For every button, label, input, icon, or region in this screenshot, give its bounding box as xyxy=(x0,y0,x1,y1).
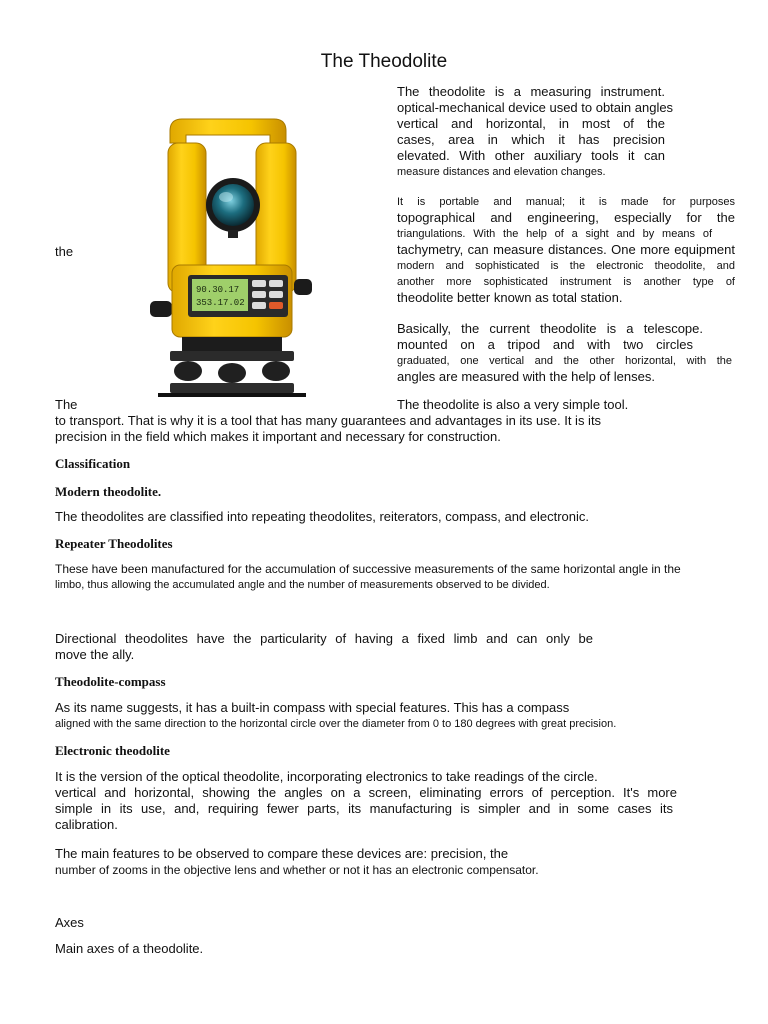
text-line: Basically, the current theodolite is a telescope. xyxy=(397,321,703,336)
text-line: number of zooms in the objective lens and whether or not it has an electronic compensator. xyxy=(55,863,539,877)
paragraph-repeater xyxy=(55,561,681,593)
text-line: vertical and horizontal, showing the angles on a screen, eliminating errors of perception. It's more xyxy=(55,785,677,800)
paragraph-modern: The theodolites are classified into repeating theodolites, reiterators, compass, and electronic. xyxy=(55,509,590,524)
lcd-line-2: 353.17.02 xyxy=(196,298,245,308)
lcd-line-1: 90.30.17 xyxy=(196,285,240,295)
heading-theodolite-compass: Theodolite-compass xyxy=(55,674,166,689)
text-line: theodolite better known as total station. xyxy=(397,290,623,305)
theodolite-image xyxy=(148,115,314,397)
text-line: simple in its use, and, requiring fewer parts, its manufacturing is simpler and in some cases its xyxy=(55,801,673,816)
orphan-word-The: The xyxy=(55,397,78,412)
text-line: measure distances and elevation changes. xyxy=(397,166,606,178)
heading-axes: Axes xyxy=(55,915,84,930)
text-line: cases, area in which it has precision xyxy=(397,132,665,147)
heading-repeater: Repeater Theodolites xyxy=(55,536,173,551)
text-line: to transport. That is why it is a tool that has many guarantees and advantages in its use. It is its xyxy=(55,413,602,428)
text-line: vertical and horizontal, in most of the xyxy=(397,116,665,131)
text-line: It is portable and manual; it is made for purposes xyxy=(397,196,735,208)
heading-electronic-theodolite: Electronic theodolite xyxy=(55,743,170,758)
heading-classification: Classification xyxy=(55,456,131,471)
paragraph-transport xyxy=(55,413,601,445)
axes-caption: Main axes of a theodolite. xyxy=(55,941,204,956)
page-title: The Theodolite xyxy=(320,51,448,72)
text-line: modern and sophisticated is the electronic theodolite, and xyxy=(397,260,735,272)
text-line: calibration. xyxy=(55,817,118,832)
text-line: mounted on a tripod and with two circles xyxy=(397,337,693,352)
paragraph-intro xyxy=(397,84,674,180)
paragraph-electronic xyxy=(55,769,677,833)
text-line: angles are measured with the help of lenses. xyxy=(397,369,655,384)
text-line: triangulations. With the help of a sight and by means of xyxy=(397,228,712,240)
paragraph-compass xyxy=(55,700,616,732)
orphan-word-the: the xyxy=(55,244,74,259)
text-line: The theodolite is also a very simple tool. xyxy=(397,397,629,412)
text-line: aligned with the same direction to the horizontal circle over the diameter from 0 to 180 degrees with great precision. xyxy=(55,718,617,730)
paragraph-portable xyxy=(397,194,735,306)
text-line: move the ally. xyxy=(55,647,135,662)
text-line: elevated. With other auxiliary tools it can xyxy=(397,148,665,163)
text-line: As its name suggests, it has a built-in compass with special features. This has a compass xyxy=(55,700,570,715)
text-line: graduated, one vertical and the other horizontal, with the xyxy=(397,355,732,367)
paragraph-directional xyxy=(55,631,593,663)
text-line: The main features to be observed to compare these devices are: precision, the xyxy=(55,846,509,861)
text-line: another more sophisticated instrument is another type of xyxy=(397,276,735,288)
text-line: optical-mechanical device used to obtain angles xyxy=(397,100,674,115)
text-line: limbo, thus allowing the accumulated angle and the number of measurements observed to be divided. xyxy=(55,579,550,591)
text-line: precision in the field which makes it important and necessary for construction. xyxy=(55,429,501,444)
text-line: The theodolite is a measuring instrument. xyxy=(397,84,665,99)
text-line: tachymetry, can measure distances. One more equipment xyxy=(397,242,735,257)
paragraph-basically xyxy=(397,321,732,385)
paragraph-features xyxy=(55,846,539,878)
text-line: These have been manufactured for the accumulation of successive measurements of the same horizontal angle in the xyxy=(55,562,681,576)
text-line: Directional theodolites have the particularity of having a fixed limb and can only be xyxy=(55,631,593,646)
text-line: It is the version of the optical theodolite, incorporating electronics to take readings of the circle. xyxy=(55,769,598,784)
heading-modern-theodolite: Modern theodolite. xyxy=(55,484,162,499)
text-line: topographical and engineering, especially for the xyxy=(397,210,735,225)
